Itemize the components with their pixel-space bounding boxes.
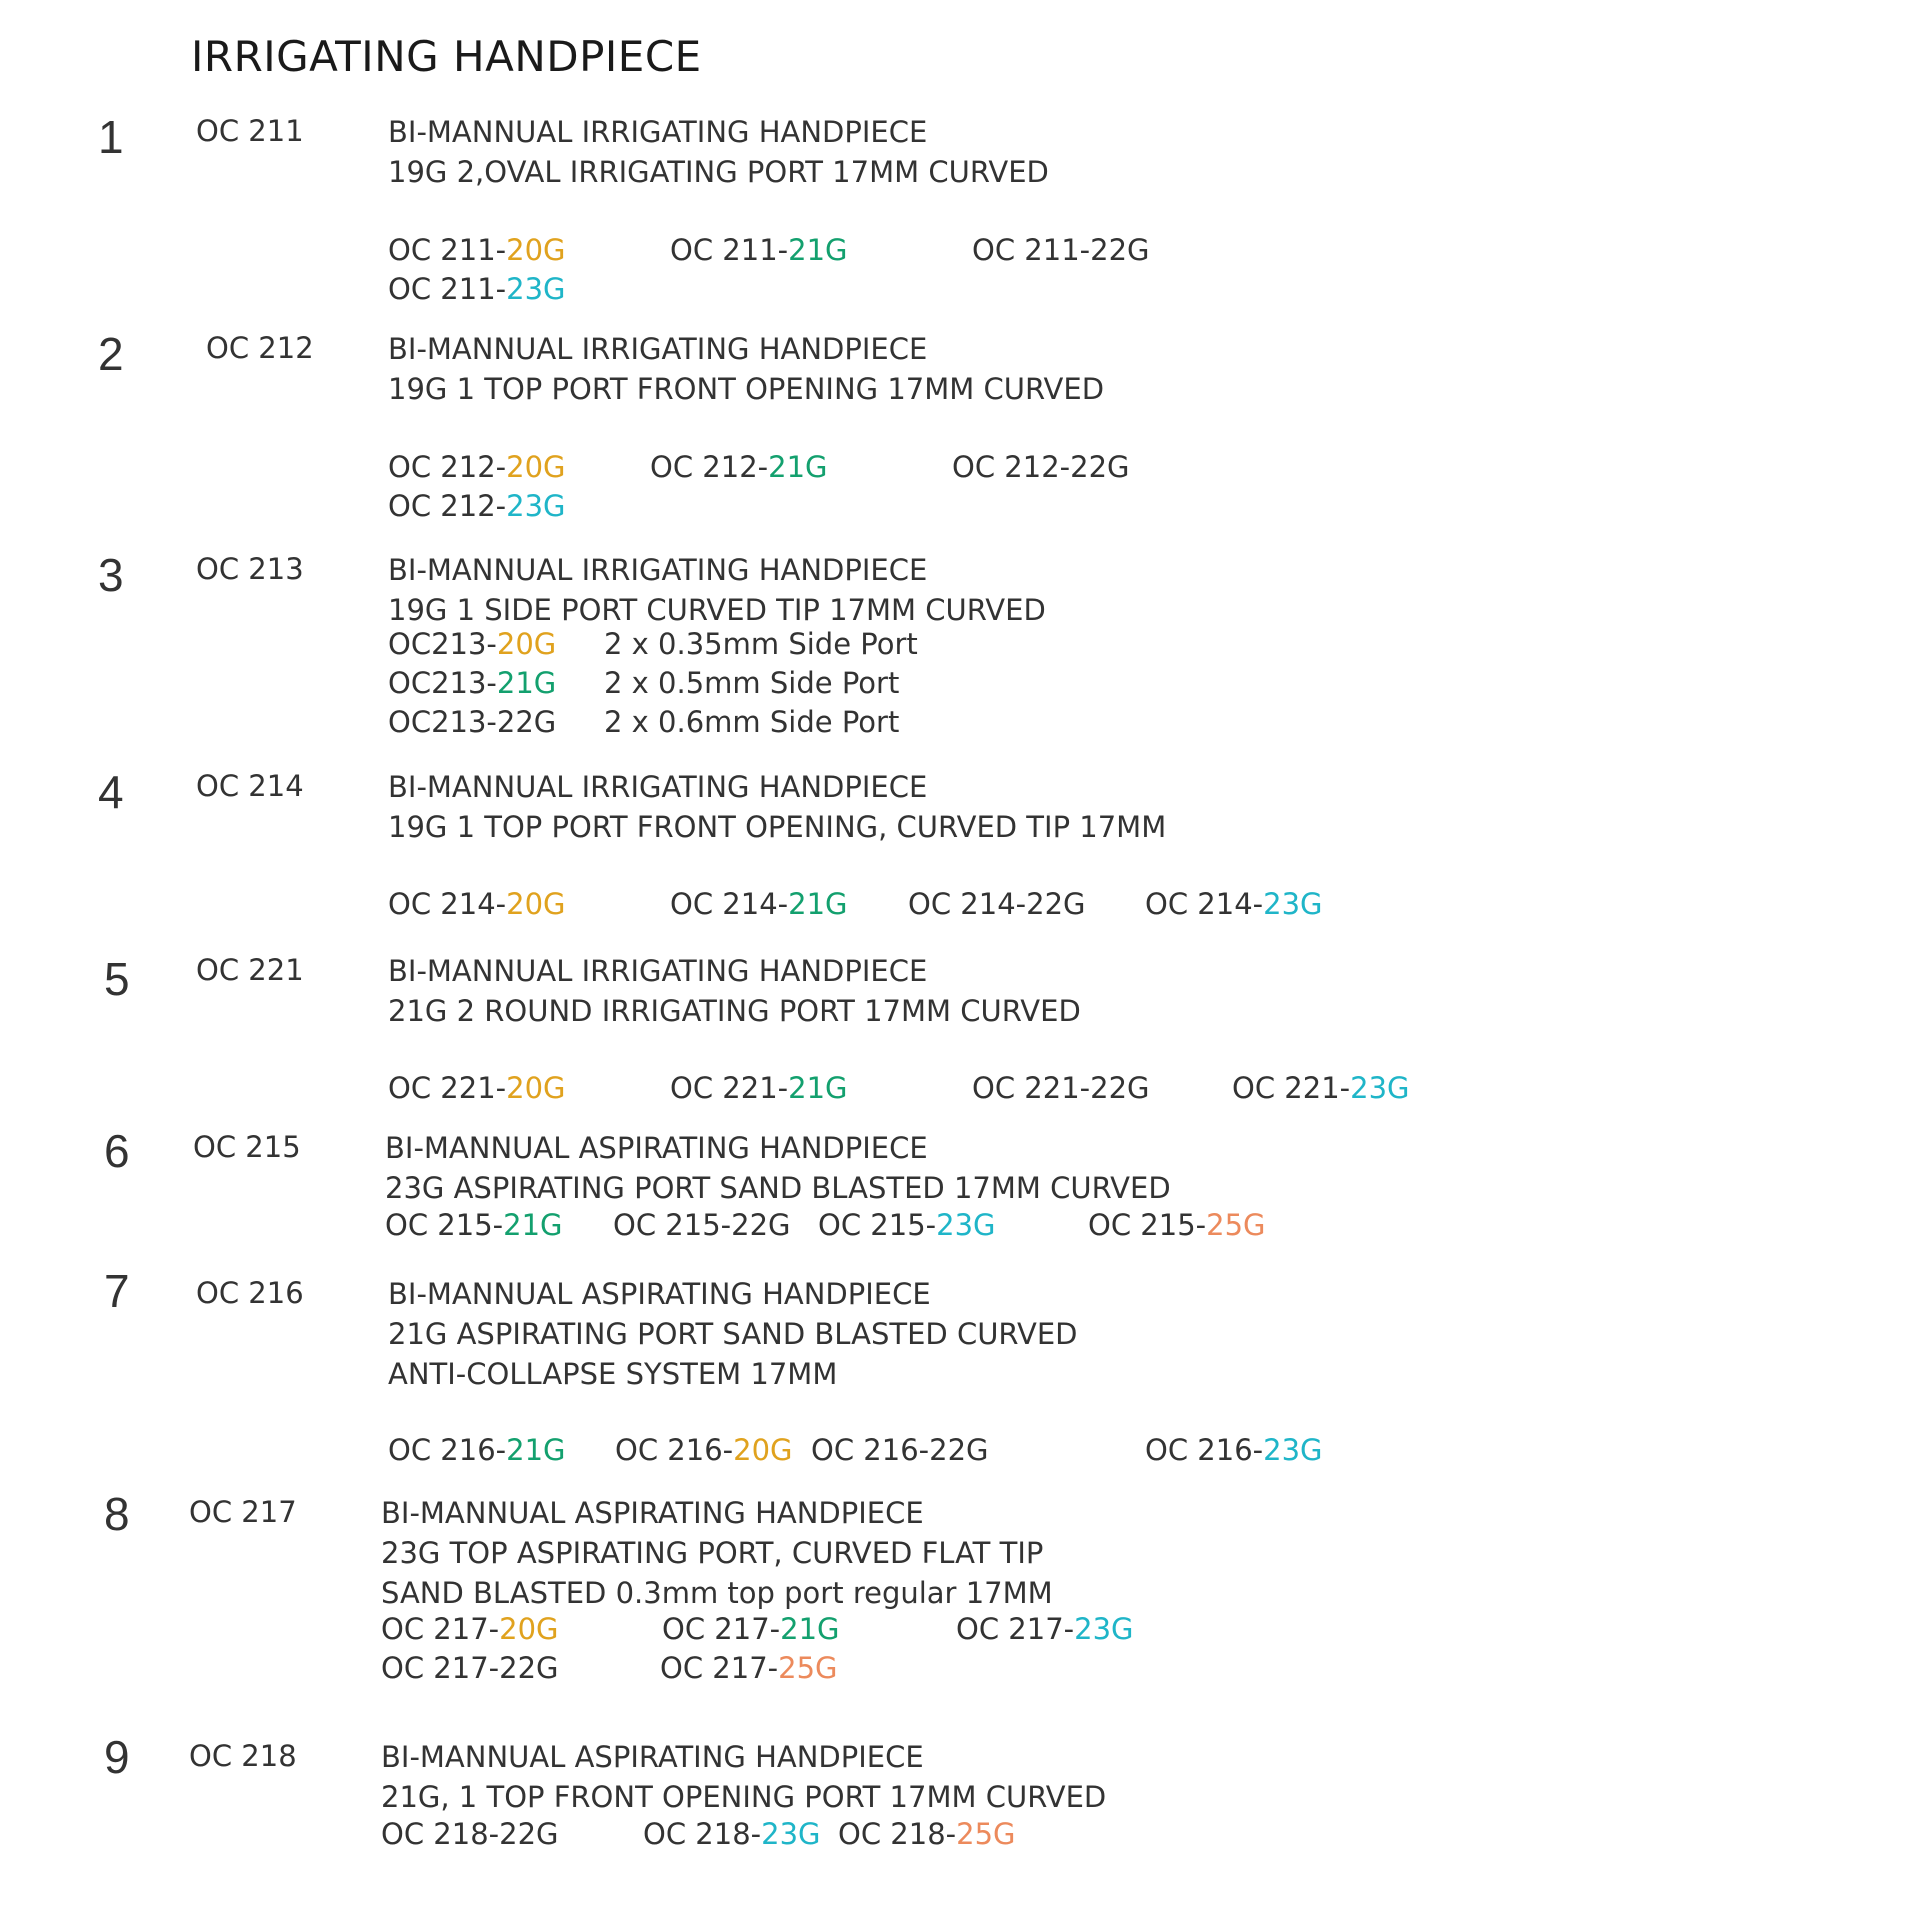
description-line: 21G ASPIRATING PORT SAND BLASTED CURVED: [388, 1317, 1078, 1351]
variant-code: [1145, 887, 1323, 921]
variant-prefix: OC 215-: [613, 1208, 732, 1242]
variant-prefix: OC213-: [388, 666, 497, 700]
variant-prefix: OC 217-: [956, 1612, 1075, 1646]
variant-code: [388, 887, 566, 921]
product-description: [388, 767, 1166, 847]
variant-gauge: 21G: [780, 1612, 840, 1646]
variant-prefix: OC 214-: [670, 887, 789, 921]
description-line: SAND BLASTED 0.3mm top port regular 17MM: [381, 1576, 1053, 1610]
variant-code: [670, 887, 848, 921]
variant-gauge: 22G: [1090, 233, 1150, 267]
product-code: OC 221: [196, 953, 304, 987]
variant-gauge: 20G: [506, 450, 566, 484]
variant-code: [838, 1817, 1016, 1851]
product-description: [388, 1274, 1078, 1394]
variant-prefix: OC213-: [388, 705, 497, 739]
variant-gauge: 21G: [503, 1208, 563, 1242]
variant-prefix: OC 216-: [811, 1433, 930, 1467]
variant-code: [972, 1071, 1150, 1105]
variant-prefix: OC 221-: [972, 1071, 1091, 1105]
item-number: 5: [104, 953, 130, 1005]
variant-gauge: 25G: [778, 1651, 838, 1685]
description-line: ANTI-COLLAPSE SYSTEM 17MM: [388, 1357, 838, 1391]
variant-gauge: 23G: [506, 272, 566, 306]
item-number: 8: [104, 1488, 130, 1540]
description-line: BI-MANNUAL ASPIRATING HANDPIECE: [388, 1277, 931, 1311]
variant-prefix: OC 218-: [643, 1817, 762, 1851]
variant-code: [381, 1651, 559, 1685]
product-description: [381, 1493, 1053, 1613]
variant-gauge: 25G: [1206, 1208, 1266, 1242]
variant-gauge: 22G: [929, 1433, 989, 1467]
description-line: BI-MANNUAL IRRIGATING HANDPIECE: [388, 553, 928, 587]
variant-code: [811, 1433, 989, 1467]
variant-prefix: OC 217-: [381, 1651, 500, 1685]
variant-code: [388, 450, 566, 484]
description-line: BI-MANNUAL ASPIRATING HANDPIECE: [381, 1496, 924, 1530]
product-code: OC 218: [189, 1739, 297, 1773]
product-description: [385, 1128, 1171, 1208]
variant-code: [381, 1612, 559, 1646]
variant-prefix: OC 212-: [952, 450, 1071, 484]
product-description: [388, 550, 1046, 630]
variant-code: [613, 1208, 791, 1242]
variant-prefix: OC 212-: [650, 450, 769, 484]
product-code: OC 213: [196, 552, 304, 586]
side-port-note: 2 x 0.35mm Side Port: [604, 627, 918, 661]
variant-gauge: 22G: [496, 705, 557, 739]
description-line: 21G, 1 TOP FRONT OPENING PORT 17MM CURVED: [381, 1780, 1107, 1814]
variant-prefix: OC 215-: [818, 1208, 937, 1242]
variant-code: [388, 489, 566, 523]
variant-gauge: 21G: [788, 233, 848, 267]
variant-prefix: OC 216-: [615, 1433, 734, 1467]
variant-gauge: 20G: [506, 887, 566, 921]
variant-prefix: OC 214-: [908, 887, 1027, 921]
variant-prefix: OC 214-: [1145, 887, 1264, 921]
variant-gauge: 21G: [788, 887, 848, 921]
item-number: 1: [98, 111, 124, 163]
variant-gauge: 22G: [499, 1817, 559, 1851]
variant-gauge: 21G: [788, 1071, 848, 1105]
variant-prefix: OC 221-: [388, 1071, 507, 1105]
description-line: BI-MANNUAL IRRIGATING HANDPIECE: [388, 332, 928, 366]
variant-gauge: 23G: [761, 1817, 821, 1851]
variant-code: [1232, 1071, 1410, 1105]
variant-gauge: 23G: [1263, 1433, 1323, 1467]
variant-gauge: 20G: [506, 1071, 566, 1105]
item-number: 2: [98, 328, 124, 380]
item-number: 4: [98, 766, 124, 818]
variant-prefix: OC 211-: [388, 233, 507, 267]
description-line: 21G 2 ROUND IRRIGATING PORT 17MM CURVED: [388, 994, 1081, 1028]
item-number: 9: [104, 1731, 130, 1783]
variant-prefix: OC 216-: [1145, 1433, 1264, 1467]
variant-code: [388, 1071, 566, 1105]
variant-code: [972, 233, 1150, 267]
variant-gauge: 21G: [768, 450, 828, 484]
variant-prefix: OC 216-: [388, 1433, 507, 1467]
variant-gauge: 20G: [733, 1433, 793, 1467]
variant-gauge: 23G: [506, 489, 566, 523]
variant-code: [388, 233, 566, 267]
variant-code: [670, 1071, 848, 1105]
variant-code: [1145, 1433, 1323, 1467]
product-description: [381, 1737, 1106, 1817]
variant-prefix: OC 211-: [972, 233, 1091, 267]
variant-gauge: 25G: [956, 1817, 1016, 1851]
variant-code: [388, 272, 566, 306]
variant-gauge: 22G: [499, 1651, 559, 1685]
variant-prefix: OC 218-: [838, 1817, 957, 1851]
description-line: 23G TOP ASPIRATING PORT, CURVED FLAT TIP: [381, 1536, 1044, 1570]
product-code: OC 215: [193, 1130, 301, 1164]
product-code: OC 217: [189, 1495, 297, 1529]
variant-code: [643, 1817, 821, 1851]
description-line: BI-MANNUAL IRRIGATING HANDPIECE: [388, 770, 928, 804]
variant-code: [388, 705, 556, 739]
variant-prefix: OC 221-: [1232, 1071, 1351, 1105]
side-port-note: 2 x 0.6mm Side Port: [604, 705, 900, 739]
variant-code: [818, 1208, 996, 1242]
item-number: 6: [104, 1125, 130, 1177]
variant-prefix: OC 221-: [670, 1071, 789, 1105]
description-line: 19G 1 TOP PORT FRONT OPENING 17MM CURVED: [388, 372, 1105, 406]
description-line: BI-MANNUAL ASPIRATING HANDPIECE: [385, 1131, 928, 1165]
variant-code: [388, 1433, 566, 1467]
product-description: [388, 329, 1104, 409]
product-code: OC 216: [196, 1276, 304, 1310]
variant-prefix: OC 214-: [388, 887, 507, 921]
description-line: 19G 1 TOP PORT FRONT OPENING, CURVED TIP 17MM: [388, 810, 1167, 844]
variant-prefix: OC 217-: [662, 1612, 781, 1646]
page-title: IRRIGATING HANDPIECE: [191, 32, 702, 81]
variant-gauge: 23G: [1074, 1612, 1134, 1646]
description-line: 23G ASPIRATING PORT SAND BLASTED 17MM CURVED: [385, 1171, 1171, 1205]
side-port-note: 2 x 0.5mm Side Port: [604, 666, 900, 700]
description-line: BI-MANNUAL ASPIRATING HANDPIECE: [381, 1740, 924, 1774]
variant-gauge: 21G: [506, 1433, 566, 1467]
variant-prefix: OC 212-: [388, 489, 507, 523]
variant-code: [385, 1208, 563, 1242]
variant-prefix: OC 212-: [388, 450, 507, 484]
variant-gauge: 20G: [496, 627, 557, 661]
variant-code: [662, 1612, 840, 1646]
variant-code: [381, 1817, 559, 1851]
description-line: 19G 1 SIDE PORT CURVED TIP 17MM CURVED: [388, 593, 1046, 627]
variant-gauge: 22G: [1070, 450, 1130, 484]
variant-code: [660, 1651, 838, 1685]
variant-prefix: OC 211-: [670, 233, 789, 267]
variant-code: [615, 1433, 793, 1467]
item-number: 7: [104, 1265, 130, 1317]
variant-gauge: 23G: [936, 1208, 996, 1242]
description-line: BI-MANNUAL IRRIGATING HANDPIECE: [388, 115, 928, 149]
variant-gauge: 22G: [1026, 887, 1086, 921]
variant-code: [670, 233, 848, 267]
variant-code: [388, 666, 556, 700]
description-line: 19G 2,OVAL IRRIGATING PORT 17MM CURVED: [388, 155, 1049, 189]
product-code: OC 212: [206, 331, 314, 365]
variant-code: [908, 887, 1086, 921]
variant-code: [952, 450, 1130, 484]
variant-gauge: 21G: [496, 666, 557, 700]
variant-code: [1088, 1208, 1266, 1242]
product-description: [388, 951, 1081, 1031]
variant-prefix: OC 218-: [381, 1817, 500, 1851]
product-code: OC 214: [196, 769, 304, 803]
item-number: 3: [98, 549, 124, 601]
product-description: [388, 112, 1049, 192]
variant-gauge: 22G: [731, 1208, 791, 1242]
variant-prefix: OC 217-: [660, 1651, 779, 1685]
variant-prefix: OC 217-: [381, 1612, 500, 1646]
description-line: BI-MANNUAL IRRIGATING HANDPIECE: [388, 954, 928, 988]
variant-gauge: 20G: [506, 233, 566, 267]
variant-gauge: 20G: [499, 1612, 559, 1646]
variant-prefix: OC 215-: [385, 1208, 504, 1242]
variant-code: [956, 1612, 1134, 1646]
variant-code: [650, 450, 828, 484]
variant-gauge: 22G: [1090, 1071, 1150, 1105]
variant-prefix: OC 215-: [1088, 1208, 1207, 1242]
variant-prefix: OC213-: [388, 627, 497, 661]
variant-prefix: OC 211-: [388, 272, 507, 306]
product-code: OC 211: [196, 114, 304, 148]
variant-gauge: 23G: [1263, 887, 1323, 921]
variant-gauge: 23G: [1350, 1071, 1410, 1105]
variant-code: [388, 627, 556, 661]
